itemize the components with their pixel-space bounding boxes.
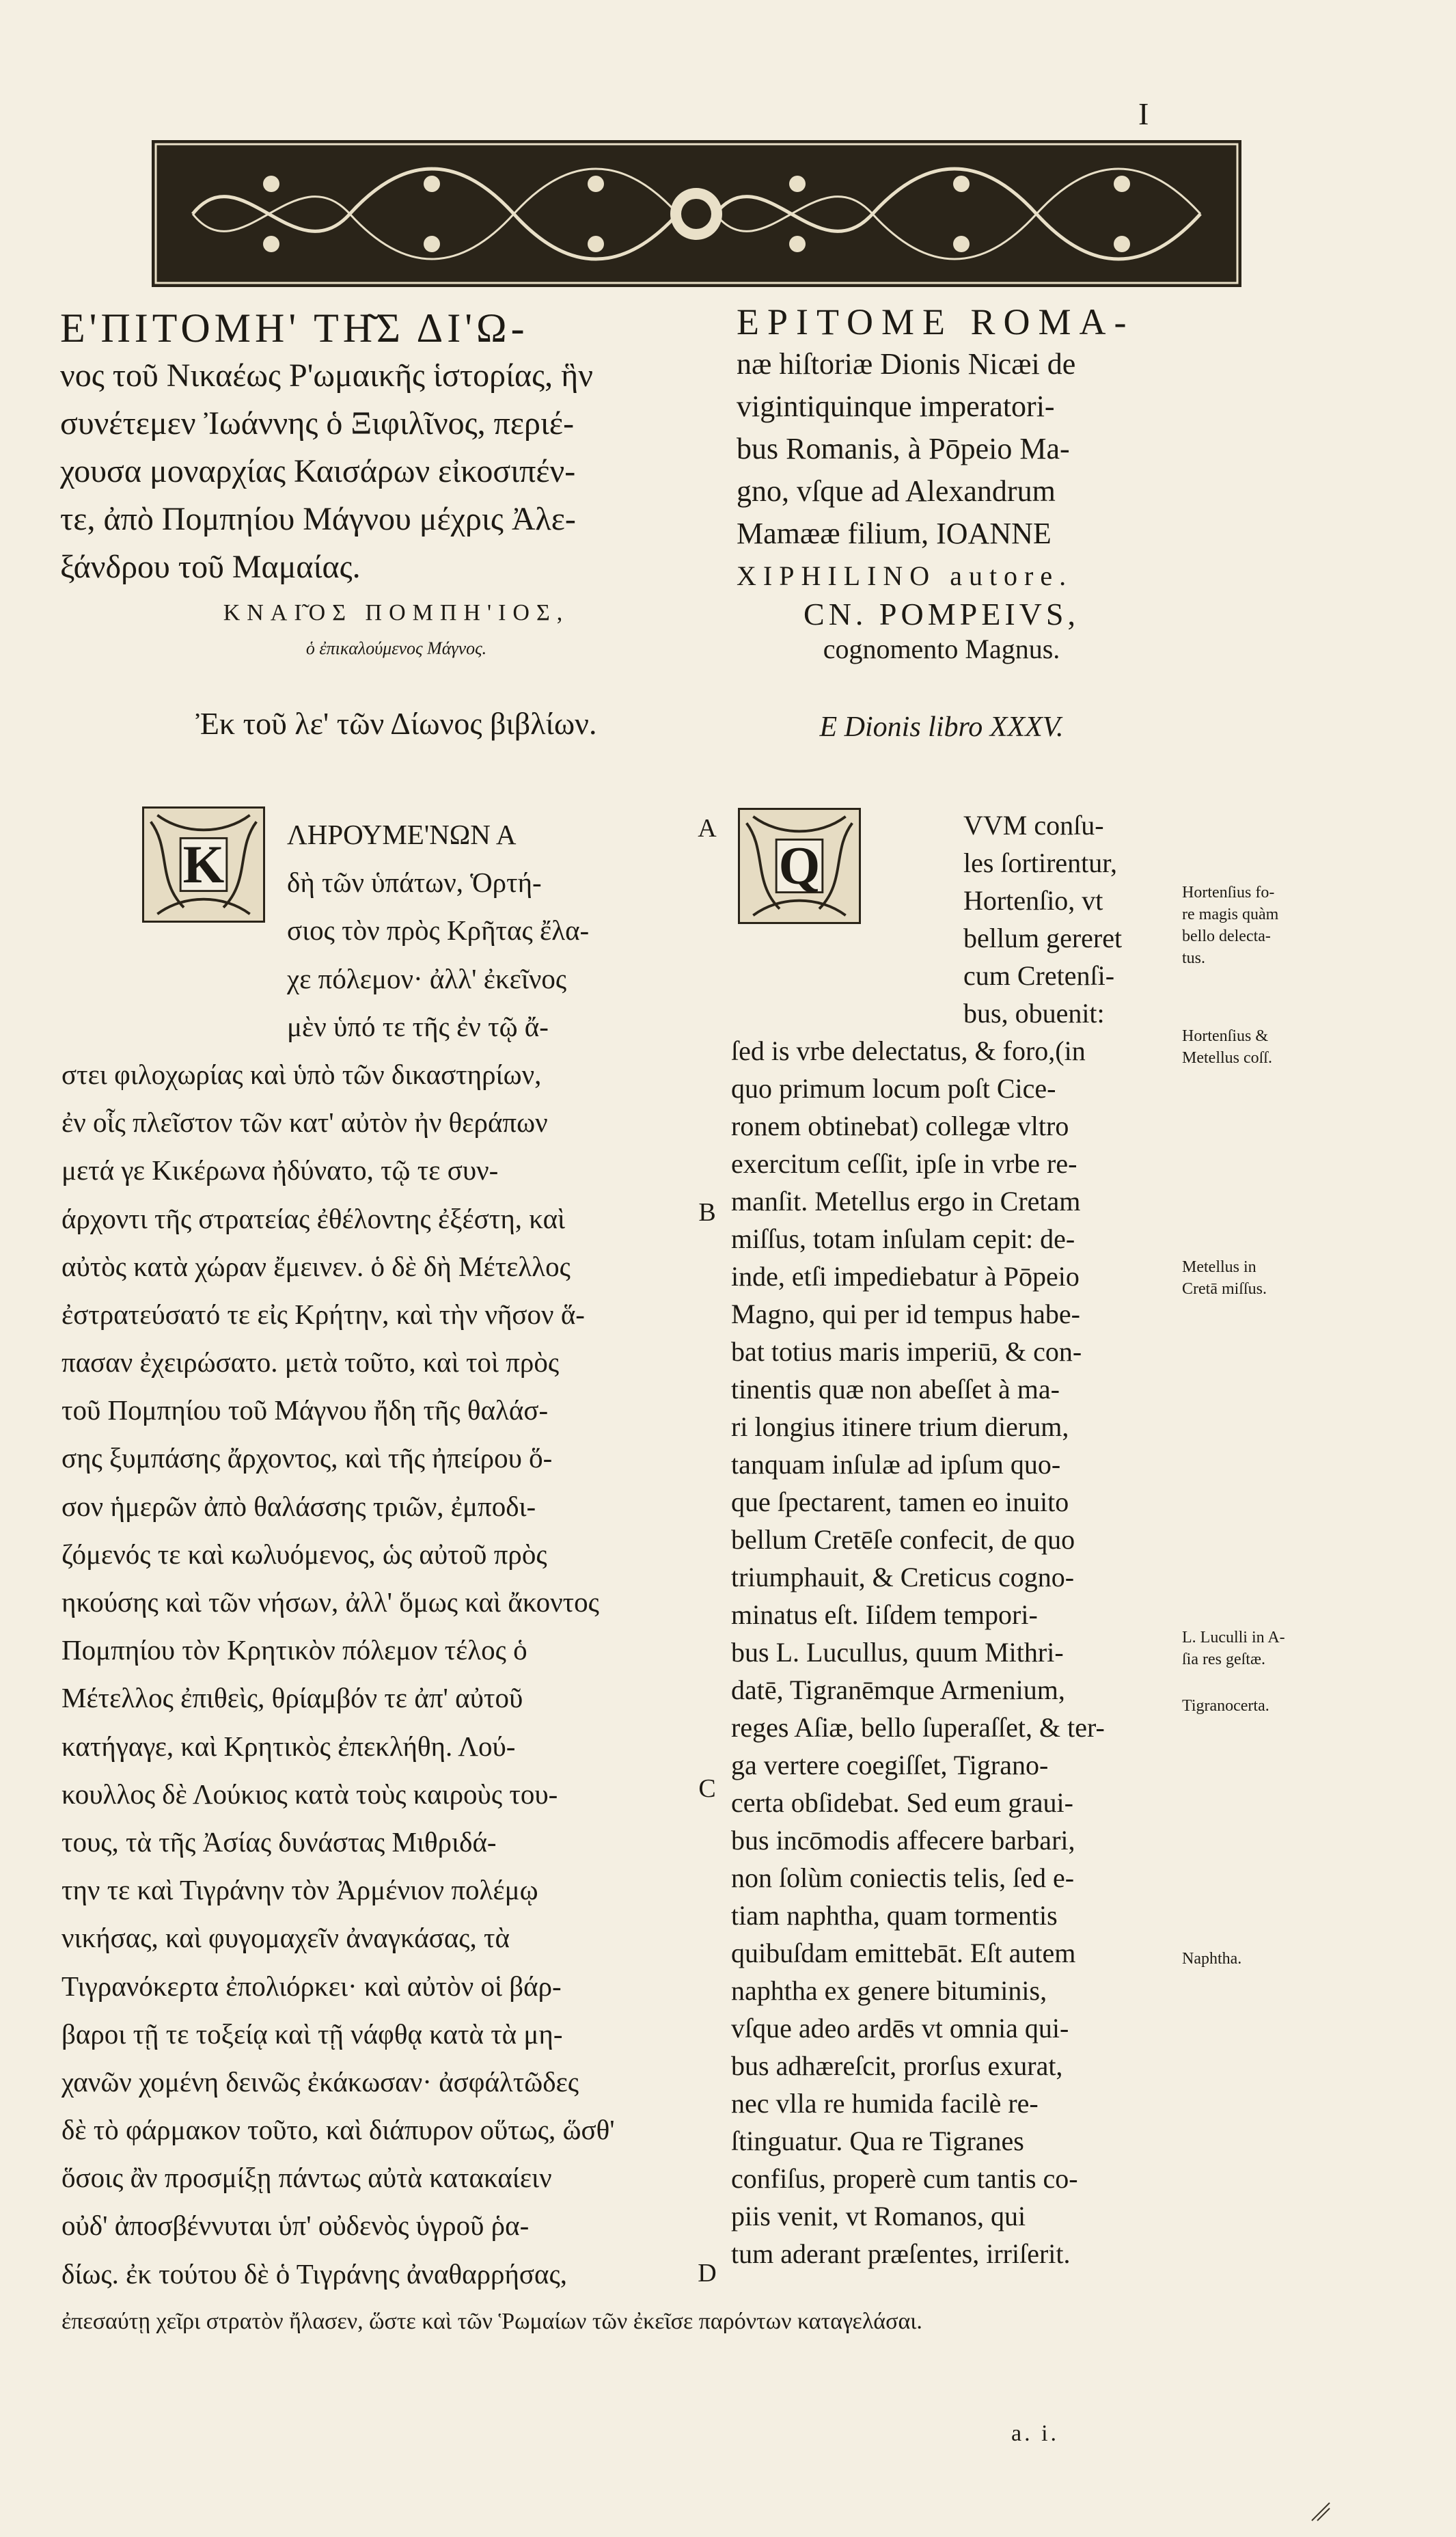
latin-line: ſtinguatur. Qua re Tigranes bbox=[731, 2126, 1024, 2156]
latin-line: Hortenſio, vt bbox=[963, 885, 1103, 916]
latin-line: non ſolùm coniectis telis, ſed e- bbox=[731, 1862, 1075, 1893]
greek-line: κουλλος δὲ Λούκιος κατὰ τοὺς καιροὺς του- bbox=[61, 1778, 558, 1810]
greek-title-line: τε, ἀπὸ Πομπηίου Μάγνου μέχρις Ἀλε- bbox=[60, 501, 576, 537]
latin-text-column bbox=[731, 806, 1168, 2273]
greek-line: χε πόλεμον· ἀλλ' ἐκεῖνος bbox=[287, 962, 567, 994]
latin-line: miſſus, totam inſulam cepit: de- bbox=[731, 1223, 1075, 1254]
greek-line: βαροι τῇ τε τοξείᾳ καὶ τῇ νάφθᾳ κατὰ τὰ μη- bbox=[61, 2018, 563, 2050]
latin-line: bus adhæreſcit, prorſus exurat, bbox=[731, 2050, 1063, 2081]
latin-line: manſit. Metellus ergo in Cretam bbox=[731, 1186, 1081, 1217]
greek-line: Τιγρανόκερτα ἐπολιόρκει· καὶ αὐτὸν οἱ βάρ- bbox=[61, 1970, 562, 2002]
greek-line: μὲν ὑπό τε τῆς ἐν τῷ ἄ- bbox=[287, 1010, 549, 1042]
latin-line: bellum Cretēſe confecit, de quo bbox=[731, 1524, 1075, 1555]
greek-line: πασαν ἐχειρώσατο. μετὰ τοῦτο, καὶ τοὶ πρὸς bbox=[61, 1346, 560, 1379]
latin-line: les ſortirentur, bbox=[963, 847, 1117, 878]
latin-line: bus L. Lucullus, quum Mithri- bbox=[731, 1637, 1064, 1668]
latin-title-line: næ hiſtoriæ Dionis Nicæi de bbox=[737, 347, 1076, 381]
greek-line: Μέτελλος ἐπιθεὶς, θρίαμβόν τε ἀπ' αὐτοῦ bbox=[61, 1682, 523, 1714]
greek-line: την τε καὶ Τιγράνην τὸν Ἀρμένιον πολέμῳ bbox=[61, 1874, 538, 1906]
latin-line: confiſus, properè cum tantis co- bbox=[731, 2163, 1078, 2194]
headpiece-ornament bbox=[152, 140, 1241, 287]
greek-line: τους, τὰ τῆς Ἀσίας δυνάστας Μιθριδά- bbox=[61, 1826, 497, 1858]
greek-title bbox=[60, 304, 716, 591]
latin-title-line: EPITOME ROMA- bbox=[737, 301, 1135, 342]
latin-line: vſque adeo ardēs vt omnia qui- bbox=[731, 2013, 1069, 2044]
latin-line: ſed is vrbe delectatus, & foro,(in bbox=[731, 1035, 1086, 1066]
latin-line: inde, etſi impediebatur à Pōpeio bbox=[731, 1261, 1080, 1292]
greek-title-line: Ε'ΠΙΤΟΜΗ' ΤΗ͂Σ ΔΙ'Ω- bbox=[60, 306, 529, 351]
greek-subheading: ὁ ἐπικαλούμενος Μάγνος. bbox=[305, 638, 487, 658]
greek-line: κατήγαγε, καὶ Κρητικὸς ἐπεκλήθη. Λού- bbox=[61, 1730, 516, 1762]
greek-line: δίως. ἐκ τούτου δὲ ὁ Τιγράνης ἀναθαρρήσας, bbox=[61, 2257, 568, 2290]
greek-title-line: συνέτεμεν Ἰωάννης ὁ Ξιφιλῖνος, περιέ- bbox=[60, 405, 575, 442]
latin-line: bus, obuenit: bbox=[963, 998, 1105, 1029]
greek-line: ὅσοις ἂν προσμίξῃ πάντως αὐτὰ κατακαίειν bbox=[61, 2162, 552, 2194]
greek-line: ἐστρατεύσατό τε εἰς Κρήτην, καὶ τὴν νῆσον ἅ- bbox=[61, 1298, 585, 1330]
margin-note: Metellus in Cretā miſſus. bbox=[1182, 1258, 1267, 1298]
latin-title-line: vigintiquinque imperatori- bbox=[737, 390, 1055, 423]
greek-source-line: Ἐκ τοῦ λε' τῶν Δίωνος βιβλίων. bbox=[195, 706, 597, 741]
greek-heading: ΚΝΑΙ̃ΟΣ ΠΟΜΠΗ'ΙΟΣ, bbox=[223, 600, 570, 625]
margin-note: Hortenſius & Metellus coſſ. bbox=[1182, 1027, 1272, 1067]
latin-line: que ſpectarent, tamen eo inuito bbox=[731, 1487, 1069, 1517]
greek-title-line: ξάνδρου τοῦ Μαμαίας. bbox=[60, 549, 361, 585]
latin-line: minatus eſt. Iiſdem tempori- bbox=[731, 1599, 1038, 1630]
latin-line: quo primum locum poſt Cice- bbox=[731, 1073, 1056, 1104]
latin-line: ga vertere coegiſſet, Tigrano- bbox=[731, 1750, 1049, 1780]
latin-heading: CN. POMPEIVS, bbox=[803, 597, 1080, 632]
latin-title-line: XIPHILINO autore. bbox=[737, 560, 1073, 591]
section-marker-b: B bbox=[698, 1198, 716, 1227]
greek-line: σης ξυμπάσης ἄρχοντος, καὶ τῆς ἠπείρου ὅ- bbox=[61, 1442, 553, 1474]
greek-line: ζόμενός τε καὶ κωλυόμενος, ὡς αὐτοῦ πρὸς bbox=[61, 1538, 547, 1570]
latin-line: triumphauit, & Creticus cogno- bbox=[731, 1562, 1075, 1592]
latin-line: tinentis quæ non abeſſet à ma- bbox=[731, 1374, 1060, 1405]
latin-line: tum aderant præſentes, irriſerit. bbox=[731, 2238, 1071, 2269]
latin-title-line: gno, vſque ad Alexandrum bbox=[737, 474, 1056, 508]
greek-line: ΛΗΡΟΥΜΕ'ΝΩΝ Α bbox=[287, 819, 517, 850]
section-marker-a: A bbox=[698, 814, 717, 843]
latin-line: bellum gereret bbox=[963, 923, 1123, 953]
latin-line: quibuſdam emittebāt. Eſt autem bbox=[731, 1938, 1076, 1968]
flourish-mark bbox=[1310, 2501, 1331, 2522]
latin-title-line: bus Romanis, à Pōpeio Ma- bbox=[737, 432, 1070, 465]
greek-line: νικήσας, καὶ φυγομαχεῖν ἀναγκάσας, τὰ bbox=[61, 1922, 510, 1954]
latin-line: bat totius maris imperiū, & con- bbox=[731, 1336, 1082, 1367]
greek-line: στει φιλοχωρίας καὶ ὑπὸ τῶν δικαστηρίων, bbox=[61, 1058, 542, 1090]
latin-subheading: cognomento Magnus. bbox=[823, 634, 1060, 664]
latin-line: naphtha ex genere bituminis, bbox=[731, 1975, 1047, 2006]
greek-line: δὴ τῶν ὑπάτων, Ὁρτή- bbox=[287, 867, 542, 899]
latin-line: tanquam inſulæ ad ipſum quo- bbox=[731, 1449, 1061, 1480]
greek-line: μετά γε Κικέρωνα ἠδύνατο, τῷ τε συν- bbox=[61, 1154, 499, 1186]
greek-title-line: νος τοῦ Νικαέως Ρ'ωμαικῆς ἱστορίας, ἣν bbox=[60, 357, 593, 394]
latin-line: Magno, qui per id tempus habe- bbox=[731, 1299, 1080, 1329]
greek-title-line: χουσα μοναρχίας Καισάρων εἰκοσιπέν- bbox=[60, 453, 576, 489]
greek-line: σιος τὸν πρὸς Κρῆτας ἔλα- bbox=[287, 914, 590, 947]
greek-line: σον ἡμερῶν ἀπὸ θαλάσσης τριῶν, ἐμποδι- bbox=[61, 1490, 536, 1522]
latin-title bbox=[737, 301, 1174, 597]
margin-note: Tigranocerta. bbox=[1182, 1697, 1269, 1715]
latin-line: VVM conſu- bbox=[963, 810, 1104, 841]
section-marker-d: D bbox=[698, 2259, 717, 2288]
latin-line: nec vlla re humida facilè re- bbox=[731, 2088, 1039, 2119]
greek-line: αὐτὸς κατὰ χώραν ἔμεινεν. ὁ δὲ δὴ Μέτελλος bbox=[61, 1250, 571, 1282]
latin-source-line: E Dionis libro XXXV. bbox=[819, 711, 1064, 743]
latin-line: exercitum ceſſit, ipſe in vrbe re- bbox=[731, 1148, 1077, 1179]
latin-line: reges Aſiæ, bello ſuperaſſet, & ter- bbox=[731, 1712, 1105, 1743]
latin-line: cum Cretenſi- bbox=[963, 960, 1115, 991]
latin-line: datē, Tigranēmque Armenium, bbox=[731, 1674, 1065, 1705]
latin-line: ri longius itinere trium dierum, bbox=[731, 1411, 1069, 1442]
greek-line: Πομπηίου τὸν Κρητικὸν πόλεμον τέλος ὁ bbox=[61, 1634, 527, 1666]
greek-line: ἐν οἷς πλεῖστον τῶν κατ' αὐτὸν ἠν θεράπων bbox=[61, 1107, 548, 1139]
page-number: I bbox=[1138, 96, 1149, 131]
greek-line: τοῦ Πομπηίου τοῦ Μάγνου ἤδη τῆς θαλάσ- bbox=[61, 1394, 549, 1426]
section-marker-c: C bbox=[698, 1774, 716, 1803]
signature-mark: a. i. bbox=[1011, 2421, 1060, 2446]
latin-line: ronem obtinebat) collegæ vltro bbox=[731, 1111, 1069, 1141]
greek-line: χανῶν χομένη δεινῶς ἐκάκωσαν· ἀσφάλτῶδες bbox=[61, 2065, 579, 2098]
greek-line: ηκούσης καὶ τῶν νήσων, ἀλλ' ὅμως καὶ ἄκοντος bbox=[61, 1586, 599, 1618]
margin-note: Hortenſius fo- re magis quàm bello delecta- tus. bbox=[1182, 884, 1279, 967]
margin-note: L. Luculli in A- ſia res geſtæ. bbox=[1182, 1629, 1285, 1668]
latin-line: bus incōmodis affecere barbari, bbox=[731, 1825, 1075, 1856]
margin-note: Naphtha. bbox=[1182, 1950, 1242, 1968]
latin-line: piis venit, vt Romanos, qui bbox=[731, 2201, 1026, 2231]
greek-initial-letter: K bbox=[182, 835, 225, 894]
latin-line: tiam naphtha, quam tormentis bbox=[731, 1900, 1058, 1931]
greek-line: δὲ τὸ φάρμακον τοῦτο, καὶ διάπυρον οὕτως, ὥσθ' bbox=[61, 2114, 615, 2146]
latin-line: certa obſidebat. Sed eum graui- bbox=[731, 1787, 1073, 1818]
greek-line: οὐδ' ἀποσβέννυται ὑπ' οὐδενὸς ὑγροῦ ῥα- bbox=[61, 2210, 530, 2242]
latin-title-line: Mamææ filium, IOANNE bbox=[737, 517, 1052, 550]
greek-line: ἐπεσαύτῃ χεῖρι στρατὸν ἤλασεν, ὥστε καὶ τῶν Ῥωμαίων τῶν ἐκεῖσε παρόντων καταγελάσαι. bbox=[61, 2308, 922, 2334]
latin-initial-letter: Q bbox=[778, 836, 821, 895]
greek-line: άρχοντι τῆς στρατείας ἐθέλοντης ἐξέστη, καὶ bbox=[61, 1202, 566, 1234]
